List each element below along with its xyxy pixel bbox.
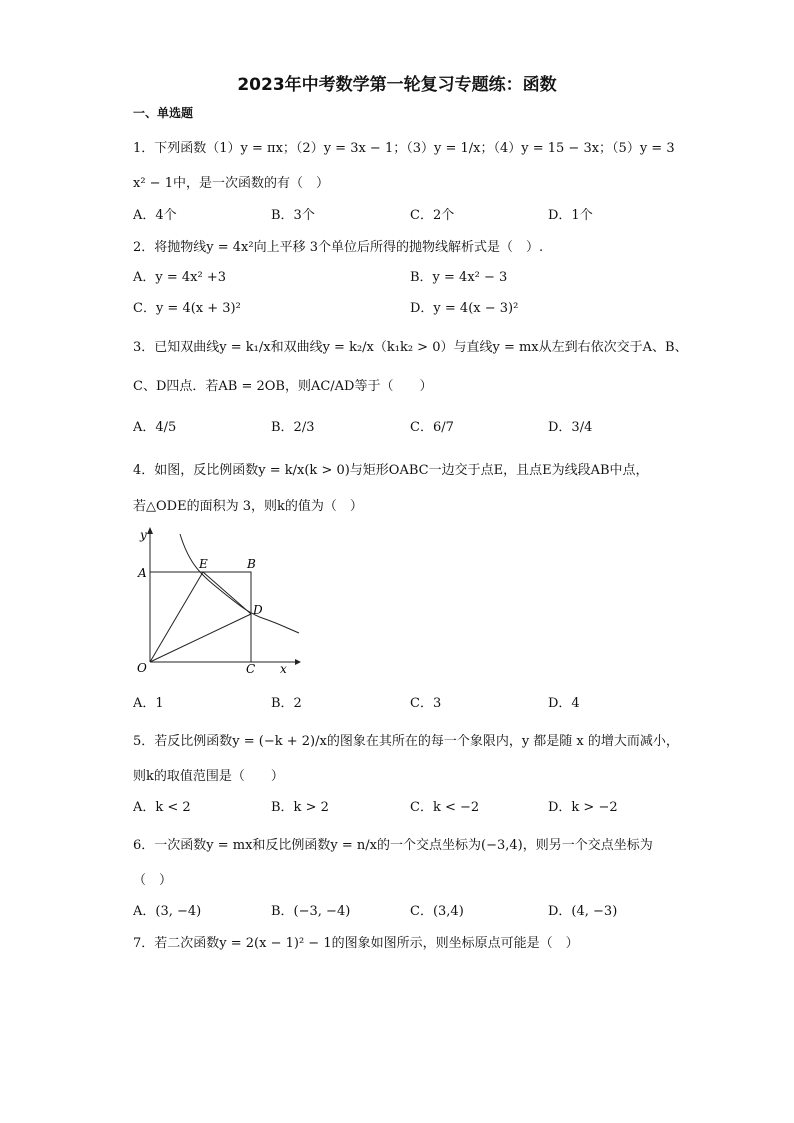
segment-od	[150, 614, 251, 662]
segment-ed	[203, 572, 251, 614]
label-d: D	[253, 603, 263, 617]
question-7-stem: 7．若二次函数y = 2(x − 1)² − 1的图象如图所示，则坐标原点可能是（ ）	[133, 936, 579, 951]
question-2-option-b: B．y = 4x² − 3	[410, 270, 508, 285]
label-x: x	[280, 662, 287, 674]
question-4-stem-cont: 若△ODE的面积为 3，则k的值为（ ）	[133, 499, 363, 514]
x-axis-arrow	[295, 659, 301, 665]
segment-oe	[150, 572, 203, 662]
label-a: A	[138, 566, 147, 580]
question-1-option-c: C．2个	[410, 208, 455, 223]
question-3-option-a: A．4/5	[133, 420, 177, 435]
question-2-option-a: A．y = 4x² +3	[133, 270, 226, 285]
question-6-stem-cont: （ ）	[133, 873, 173, 888]
question-4-figure	[125, 522, 305, 674]
label-o: O	[137, 661, 147, 674]
question-6-stem: 6．一次函数y = mx和反比例函数y = n/x的一个交点坐标为(−3,4)，则另一个交点坐标为	[133, 838, 653, 853]
question-3-stem-cont: C、D四点．若AB = 2OB，则AC/AD等于（ ）	[133, 379, 433, 394]
rectangle-oabc	[150, 572, 251, 662]
label-y: y	[140, 528, 147, 542]
question-6-option-d: D．(4, −3)	[548, 904, 618, 919]
question-5-stem-cont: 则k的取值范围是（ ）	[133, 769, 284, 784]
question-2-option-c: C．y = 4(x + 3)²	[133, 301, 241, 316]
question-1-option-d: D．1个	[548, 208, 593, 223]
question-3-option-d: D．3/4	[548, 420, 593, 435]
question-6-option-b: B．(−3, −4)	[271, 904, 351, 919]
label-c: C	[246, 662, 256, 674]
question-2-stem: 2．将抛物线y = 4x²向上平移 3个单位后所得的抛物线解析式是（ ）.	[133, 240, 544, 255]
label-b: B	[247, 557, 256, 571]
question-3-option-c: C．6/7	[410, 420, 454, 435]
question-6-option-a: A．(3, −4)	[133, 904, 202, 919]
question-2-option-d: D．y = 4(x − 3)²	[410, 301, 519, 316]
question-4-option-c: C．3	[410, 696, 442, 711]
y-axis-arrow	[147, 527, 153, 534]
section-heading: 一、单选题	[133, 106, 194, 120]
question-1-stem: 1．下列函数（1）y = πx；（2）y = 3x − 1；（3）y = 1/x；（4）y = 15 − 3x；（5）y = 3	[133, 141, 675, 156]
question-5-option-d: D．k > −2	[548, 800, 618, 815]
hyperbola-curve	[180, 534, 299, 633]
question-4-option-a: A．1	[133, 696, 164, 711]
question-5-stem: 5．若反比例函数y = (−k + 2)/x的图象在其所在的每一个象限内，y 都是随 x 的增大而减小，	[133, 734, 679, 749]
question-5-option-c: C．k < −2	[410, 800, 480, 815]
question-3-option-b: B．2/3	[271, 420, 315, 435]
question-5-option-b: B．k > 2	[271, 800, 329, 815]
question-1-stem-cont: x² − 1中，是一次函数的有（ ）	[133, 176, 329, 191]
question-5-option-a: A．k < 2	[133, 800, 191, 815]
question-4-stem: 4．如图，反比例函数y = k/x(k > 0)与矩形OABC一边交于点E，且点E为线段AB中点，	[133, 463, 649, 478]
question-4-option-b: B．2	[271, 696, 302, 711]
question-1-option-a: A．4个	[133, 208, 177, 223]
question-4-option-d: D．4	[548, 696, 580, 711]
label-e: E	[199, 557, 208, 571]
question-3-stem: 3．已知双曲线y = k₁/x和双曲线y = k₂/x（k₁k₂ > 0）与直线y = mx从左到右依次交于A、B、	[133, 340, 688, 355]
page-title: 2023年中考数学第一轮复习专题练：函数	[237, 75, 557, 95]
question-6-option-c: C．(3,4)	[410, 904, 464, 919]
question-1-option-b: B．3个	[271, 208, 315, 223]
